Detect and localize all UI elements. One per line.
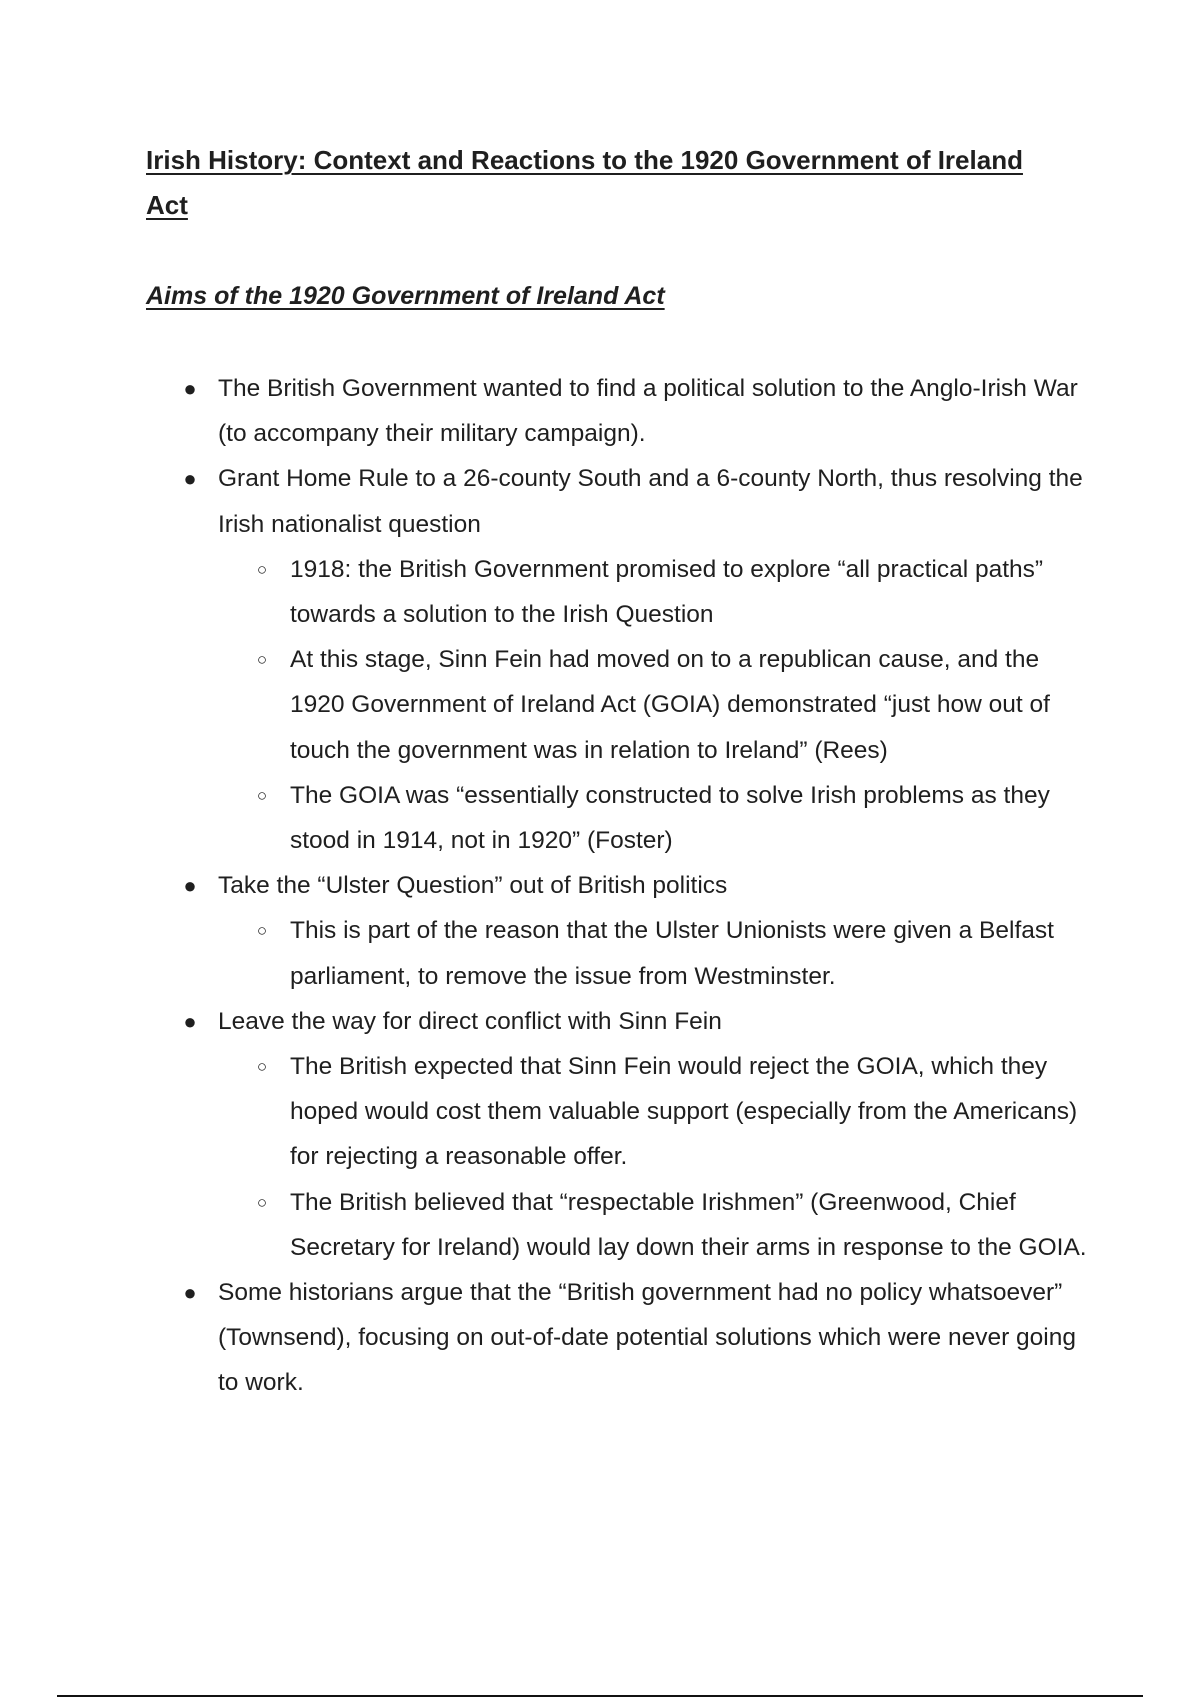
hollow-bullet-icon: ○	[256, 559, 268, 579]
hollow-bullet-icon: ○	[256, 785, 268, 805]
sub-list	[218, 908, 1098, 998]
list-item-text: Take the “Ulster Question” out of British politics	[218, 872, 728, 900]
hollow-bullet-icon: ○	[256, 1057, 268, 1077]
footer-divider	[57, 1695, 1143, 1697]
sub-list	[218, 1044, 1098, 1270]
sub-list-item-text: 1918: the British Government promised to explore “all practical paths” towards a solution to the Irish Question	[290, 555, 1044, 629]
document-title: Irish History: Context and Reactions to the 1920 Government of Ireland Act	[146, 145, 1023, 220]
sub-list-item-text: The British expected that Sinn Fein would reject the GOIA, which they hoped would cost them valuable support (especially from the Americans) for rejecting a reasonable offer.	[290, 1053, 1078, 1171]
sub-list-item	[256, 773, 1098, 863]
list-item	[183, 1270, 1098, 1406]
sub-list	[218, 547, 1098, 863]
sub-list-item	[256, 547, 1098, 637]
hollow-bullet-icon: ○	[256, 650, 268, 670]
list-item-text: Grant Home Rule to a 26-county South and a 6-county North, thus resolving the Irish nationalist question	[218, 465, 1083, 538]
hollow-bullet-icon: ○	[256, 921, 268, 941]
bullet-icon: ●	[183, 376, 197, 401]
sub-list-item-text: The British believed that “respectable Irishmen” (Greenwood, Chief Secretary for Ireland) would lay down their arms in response to the GOIA.	[290, 1188, 1087, 1261]
section-heading: Aims of the 1920 Government of Ireland Act	[146, 282, 665, 310]
list-item	[183, 999, 1098, 1270]
bullet-icon: ●	[183, 1280, 197, 1306]
list-item-text: Leave the way for direct conflict with Sinn Fein	[218, 1007, 722, 1035]
sub-list-item	[256, 1180, 1098, 1270]
bullet-icon: ●	[183, 873, 197, 899]
hollow-bullet-icon: ○	[256, 1192, 268, 1212]
sub-list-item	[256, 1044, 1098, 1180]
bullet-icon: ●	[183, 1008, 197, 1034]
sub-list-item	[256, 637, 1098, 773]
list-item	[183, 366, 1098, 456]
aims-list	[183, 366, 1098, 1406]
sub-list-item-text: The GOIA was “essentially constructed to solve Irish problems as they stood in 1914, not in 1920” (Foster)	[290, 781, 1050, 855]
list-item-text: The British Government wanted to find a political solution to the Anglo-Irish War (to accompany their military campaign).	[218, 375, 1078, 448]
bullet-icon: ●	[183, 466, 197, 492]
list-item	[183, 863, 1098, 999]
sub-list-item-text: At this stage, Sinn Fein had moved on to a republican cause, and the 1920 Government of Ireland Act (GOIA) demonstrated “just how out of touch the government was in relation to Ireland” (Rees)	[290, 646, 1050, 764]
sub-list-item	[256, 908, 1098, 998]
sub-list-item-text: This is part of the reason that the Ulster Unionists were given a Belfast parliament, to remove the issue from Westminster.	[290, 917, 1054, 990]
list-item	[183, 456, 1098, 863]
list-item-text: Some historians argue that the “British government had no policy whatsoever” (Townsend), focusing on out-of-date potential solutions which were never going to work.	[218, 1279, 1077, 1397]
